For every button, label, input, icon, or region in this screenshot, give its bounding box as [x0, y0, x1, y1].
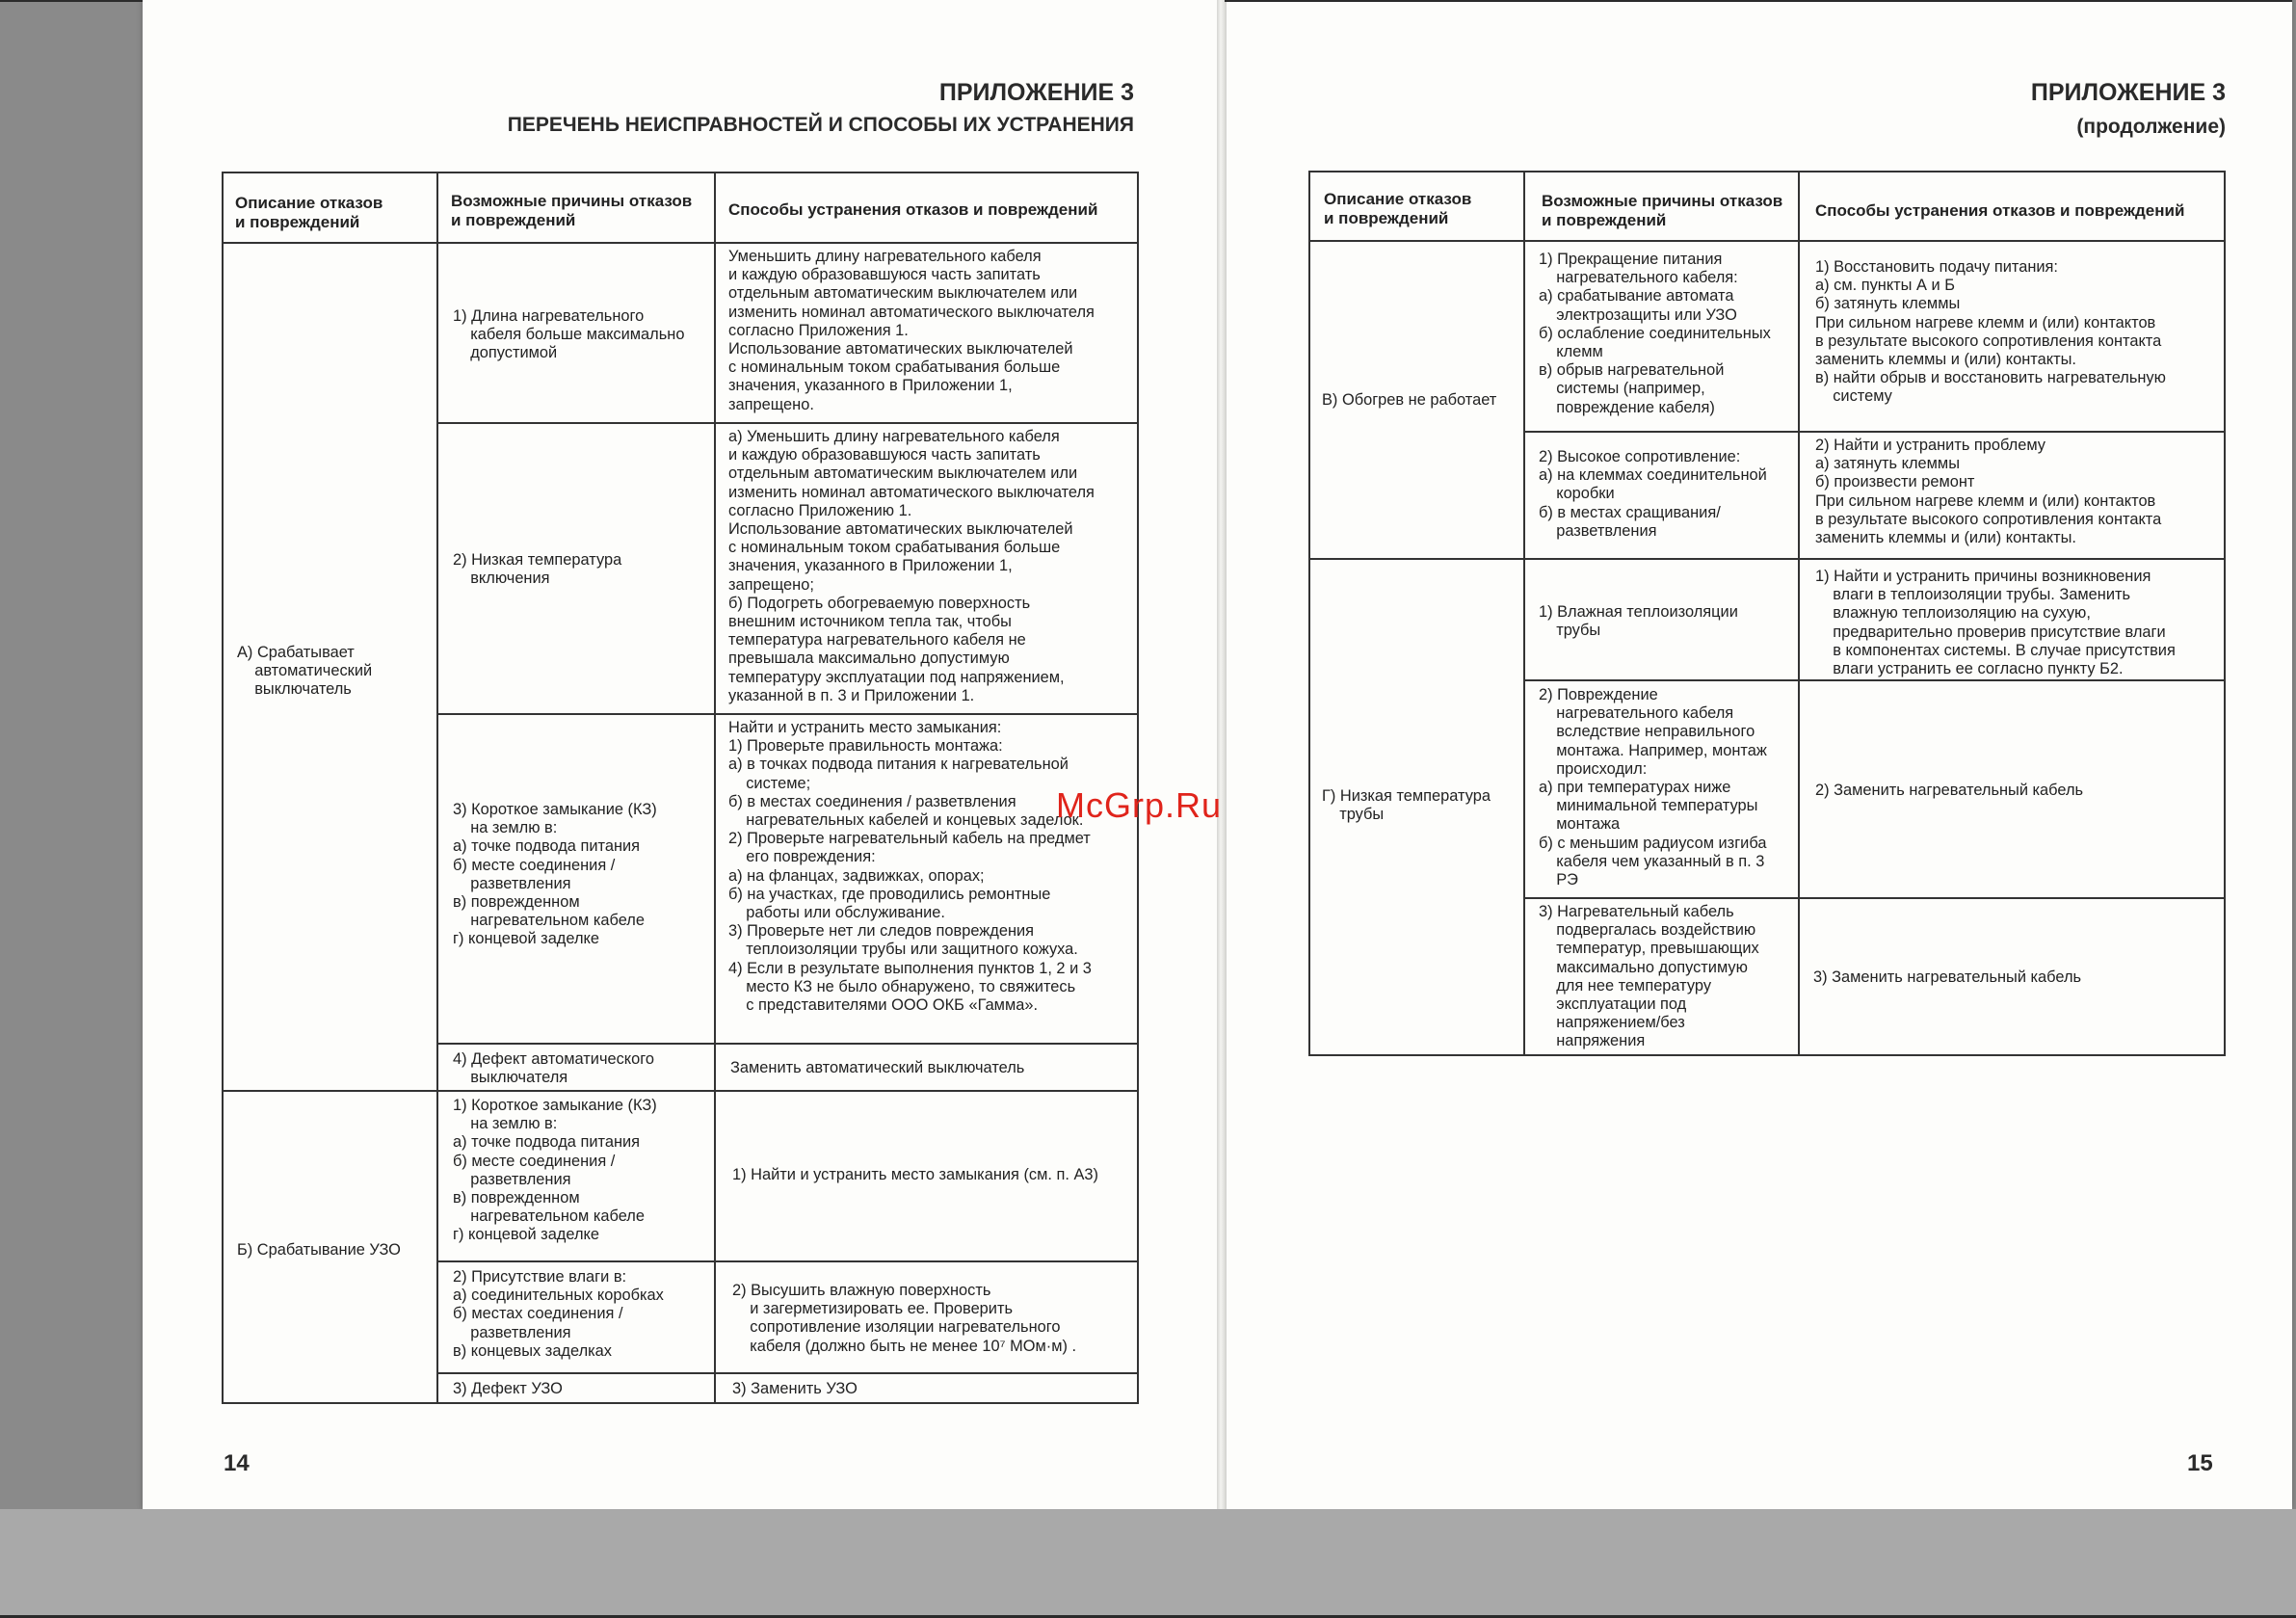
fault-remedy: 1) Восстановить подачу питания: а) см. пункты А и Б б) затянуть клеммы При сильном нагреве клемм и (или) контактов в результате высокого сопротивления контакта заменить клеммы и (или) контакты. в) найти обрыв и восстановить нагревательную систему [1815, 258, 2166, 406]
fault-remedy: Заменить автоматический выключатель [730, 1059, 1025, 1076]
page-number: 15 [2187, 1450, 2213, 1476]
fault-cause: 3) Короткое замыкание (КЗ) на землю в: а) точке подвода питания б) месте соединения / разветвления в) поврежденном нагревательном кабеле г) концевой заделке [453, 801, 657, 948]
table-header-remedies: Способы устранения отказов и повреждений [1815, 201, 2185, 220]
fault-cause: 2) Присутствие влаги в: а) соединительных коробках б) местах соединения / разветвления в) концевых заделках [453, 1268, 664, 1360]
fault-description: В) Обогрев не работает [1322, 391, 1497, 409]
left-page-title: ПРИЛОЖЕНИЕ 3 [938, 79, 1134, 106]
fault-cause: 2) Повреждение нагревательного кабеля вследствие неправильного монтажа. Например, монтаж происходил: а) при температурах ниже минимальной температуры монтажа б) с меньшим радиусом изгиба кабеля чем указанный в п. 3 РЭ [1539, 686, 1767, 889]
scan-background [0, 1509, 2296, 1618]
fault-description: Г) Низкая температура трубы [1322, 787, 1491, 824]
right-page-title: ПРИЛОЖЕНИЕ 3 [2030, 79, 2226, 106]
scan-edge [0, 0, 143, 2]
fault-remedy: 2) Найти и устранить проблему а) затянуть клеммы б) произвести ремонт При сильном нагреве клемм и (или) контактов в результате высокого сопротивления контакта заменить клеммы и (или) контакты. [1815, 437, 2162, 547]
fault-remedy: Найти и устранить место замыкания: 1) Проверьте правильность монтажа: а) в точках подвода питания к нагревательной системе; б) в местах соединения / разветвления нагревательных кабелей и концевых заделок. 2) Проверьте нагревательный кабель на предмет его повреждения: а) на фланцах, задвижках, опорах; б) на участках, где проводились ремонтные работы или обслуживание. 3) Проверьте нет ли следов повреждения теплоизоляции трубы или защитного кожуха. 4) Если в результате выполнения пунктов 1, 2 и 3 место КЗ не было обнаружено, то свяжитесь с представителями ООО ОКБ «Гамма». [728, 719, 1092, 1015]
fault-remedy: 1) Найти и устранить причины возникновения влаги в теплоизоляции трубы. Заменить влажную теплоизоляцию на сухую, предварительно проверив присутствие влаги в компонентах системы. В случае присутствия влаги устранить ее согласно пункту Б2. [1815, 568, 2176, 678]
fault-description: Б) Срабатывание УЗО [237, 1241, 401, 1259]
table-header-causes: Возможные причины отказов и повреждений [451, 192, 693, 229]
fault-remedy: 2) Высушить влажную поверхность и загерметизировать ее. Проверить сопротивление изоляции нагревательного кабеля (должно быть не менее 10⁷ МОм·м) . [732, 1282, 1077, 1355]
watermark: McGrp.Ru [1056, 785, 1223, 825]
fault-remedy: 3) Заменить УЗО [732, 1380, 858, 1397]
book-spine [1217, 0, 1227, 1509]
fault-remedy: 3) Заменить нагревательный кабель [1813, 968, 2082, 986]
fault-description: А) Срабатывает автоматический выключатель [237, 644, 373, 699]
fault-cause: 1) Прекращение питания нагревательного кабеля: а) срабатывание автомата электрозащиты или УЗО б) ослабление соединительных клемм в) обрыв нагревательной системы (например, повреждение кабеля) [1539, 251, 1771, 416]
fault-cause: 3) Нагревательный кабель подвергалась воздействию температур, превышающих максимально допустимую для нее температуру эксплуатации под напряжением/без напряжения [1539, 903, 1759, 1050]
fault-cause: 3) Дефект УЗО [453, 1380, 563, 1397]
fault-remedy: Уменьшить длину нагревательного кабеля и каждую образовавшуюся часть запитать отдельным автоматическим выключателем или изменить номинал автоматического выключателя согласно Приложения 1. Использование автоматических выключателей с номинальным током срабатывания больше значения, указанного в Приложении 1, запрещено. [728, 248, 1095, 413]
left-page-subtitle: ПЕРЕЧЕНЬ НЕИСПРАВНОСТЕЙ И СПОСОБЫ ИХ УСТРАНЕНИЯ [507, 114, 1134, 136]
page-number: 14 [224, 1450, 250, 1476]
fault-cause: 1) Влажная теплоизоляции трубы [1539, 603, 1738, 640]
table-header-remedies: Способы устранения отказов и повреждений [728, 200, 1098, 219]
fault-cause: 4) Дефект автоматического выключателя [453, 1050, 655, 1087]
fault-cause: 2) Высокое сопротивление: а) на клеммах соединительной коробки б) в местах сращивания/ разветвления [1539, 448, 1767, 540]
scan-edge [1225, 0, 2292, 2]
fault-remedy: 1) Найти и устранить место замыкания (см. п. А3) [732, 1166, 1098, 1183]
fault-remedy: а) Уменьшить длину нагревательного кабеля и каждую образовавшуюся часть запитать отдельным автоматическим выключателем или изменить номинал автоматического выключателя согласно Приложению 1. Использование автоматических выключателей с номинальным током срабатывания больше значения, указанного в Приложении 1, запрещено; б) Подогреть обогреваемую поверхность внешним источником тепла так, чтобы температура нагревательного кабеля не превышала максимально допустимую температуру эксплуатации под напряжением, указанной в п. 3 и Приложении 1. [728, 428, 1095, 704]
right-page-subtitle: (продолжение) [2076, 116, 2226, 138]
fault-cause: 1) Длина нагревательного кабеля больше максимально допустимой [453, 307, 685, 362]
table-header-description: Описание отказов и повреждений [1324, 190, 1472, 227]
fault-cause: 1) Короткое замыкание (КЗ) на землю в: а) точке подвода питания б) месте соединения / разветвления в) поврежденном нагревательном кабеле г) концевой заделке [453, 1097, 657, 1244]
table-header-causes: Возможные причины отказов и повреждений [1542, 192, 1783, 229]
fault-cause: 2) Низкая температура включения [453, 551, 622, 588]
fault-remedy: 2) Заменить нагревательный кабель [1815, 782, 2084, 799]
table-header-description: Описание отказов и повреждений [235, 194, 383, 231]
